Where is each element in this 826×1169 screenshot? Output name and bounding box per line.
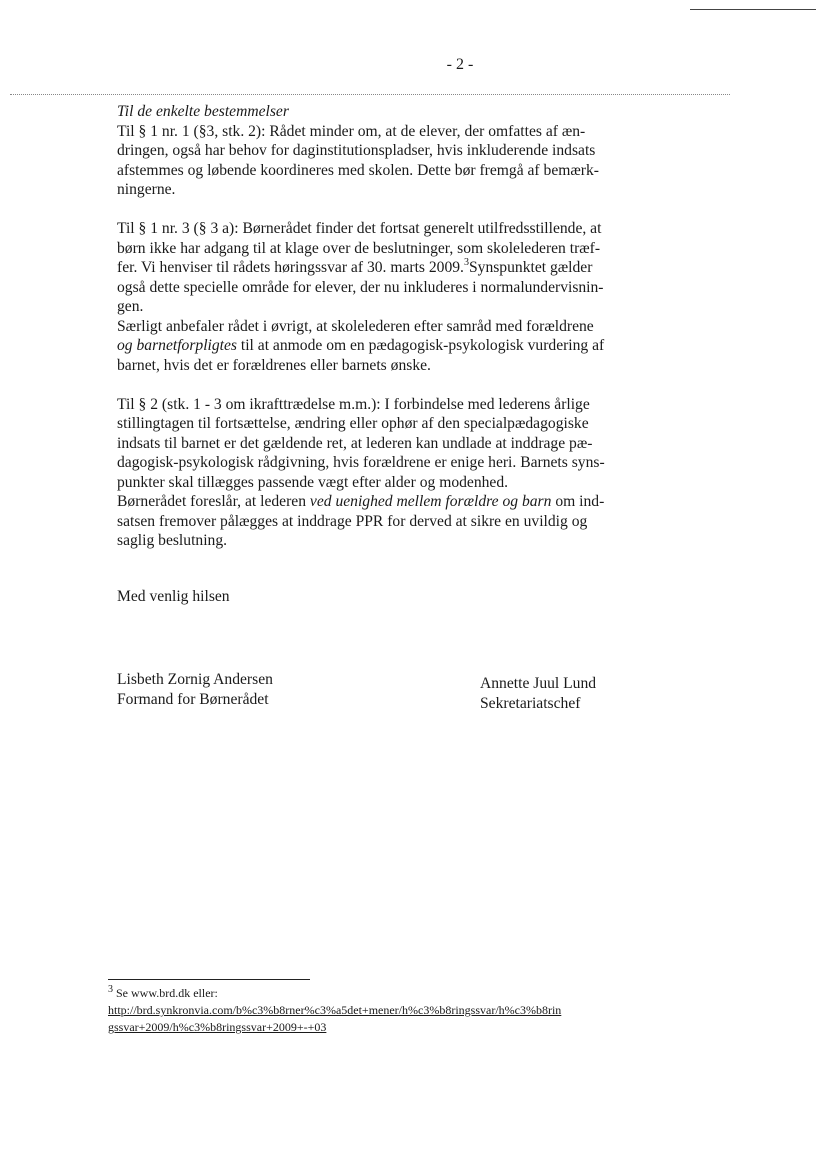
footnote-link[interactable]: http://brd.synkronvia.com/b%c3%b8rner%c3%a5det+mener/h%c3%b8ringssvar/h%c3%b8rin <box>108 1003 562 1017</box>
footnote-separator <box>108 979 310 980</box>
para1-line: Til § 1 nr. 1 (§3, stk. 2): Rådet minder om, at de elever, der omfattes af æn- <box>117 122 586 140</box>
scan-edge-mark <box>690 9 816 10</box>
section-heading: Til de enkelte bestemmelser <box>117 103 289 120</box>
footnote-number: 3 <box>108 984 113 995</box>
para2-line-ref: fer. Vi henviser til rådets høringssvar af 30. marts 2009.$^3$Synspunktet gælder <box>117 257 593 276</box>
recommend-line: Særligt anbefaler rådet i øvrigt, at skolelederen efter samråd med forældrene <box>117 317 594 335</box>
signer-title: Sekretariatschef <box>480 694 581 712</box>
para2-line: børn ikke har adgang til at klage over de beslutninger, som skolelederen træf- <box>117 239 601 257</box>
signer-name: Annette Juul Lund <box>480 675 597 692</box>
para2-line: Til § 1 nr. 3 (§ 3 a): Børnerådet finder det fortsat generelt utilfredsstillende, at <box>117 220 602 237</box>
closing: Med venlig hilsen <box>117 587 230 605</box>
para2-line: gen. <box>117 298 144 315</box>
para1-line: dringen, også har behov for daginstitutionspladser, hvis inkluderende indsats <box>117 142 596 159</box>
para3-line: indsats til barnet er det gældende ret, at lederen kan undlade at inddrage pæ- <box>117 434 593 452</box>
para3-line: punkter skal tillægges passende vægt efter alder og modenhed. <box>117 473 509 491</box>
footnote-reference: 3 <box>463 257 469 268</box>
para1-line: afstemmes og løbende koordineres med skolen. Dette bør fremgå af bemærk- <box>117 161 599 179</box>
footnote <box>108 985 668 1036</box>
scan-header-line <box>10 94 730 95</box>
signature-block <box>117 670 652 710</box>
signature-left <box>117 670 273 709</box>
footnote-link-continued[interactable]: gssvar+2009/h%c3%b8ringssvar+2009+-+03 <box>108 1020 327 1034</box>
para3-line: Til § 2 (stk. 1 - 3 om ikrafttrædelse m.m.): I forbindelse med lederens årlige <box>117 395 590 413</box>
signer-title: Formand for Børnerådet <box>117 690 269 708</box>
para3-line: dagogisk-psykologisk rådgivning, hvis forældrene er enige heri. Barnets syns- <box>117 454 605 471</box>
recommend-line: barnet, hvis det er forældrenes eller barnets ønske. <box>117 356 431 374</box>
para3-line: stillingtagen til fortsættelse, ændring eller ophør af den specialpædagogiske <box>117 415 589 432</box>
signer-name: Lisbeth Zornig Andersen <box>117 671 273 688</box>
proposal-line: saglig beslutning. <box>117 532 228 549</box>
proposal-line: Børnerådet foreslår, at lederen ved uenighed mellem forældre og barn om ind- <box>117 493 605 510</box>
para2-line: også dette specielle område for elever, der nu inkluderes i normalundervisnin- <box>117 278 604 296</box>
recommend-line: og barnetforpligtes til at anmode om en pædagogisk-psykologisk vurdering af <box>117 337 605 354</box>
footnote-text: Se www.brd.dk eller: <box>113 986 218 1000</box>
proposal-line: satsen fremover pålægges at inddrage PPR for derved at sikre en uvildig og <box>117 512 588 530</box>
para1-line: ningerne. <box>117 181 176 198</box>
letter-body <box>117 102 652 710</box>
page-number: - 2 - <box>446 56 474 73</box>
signature-right <box>480 674 596 713</box>
